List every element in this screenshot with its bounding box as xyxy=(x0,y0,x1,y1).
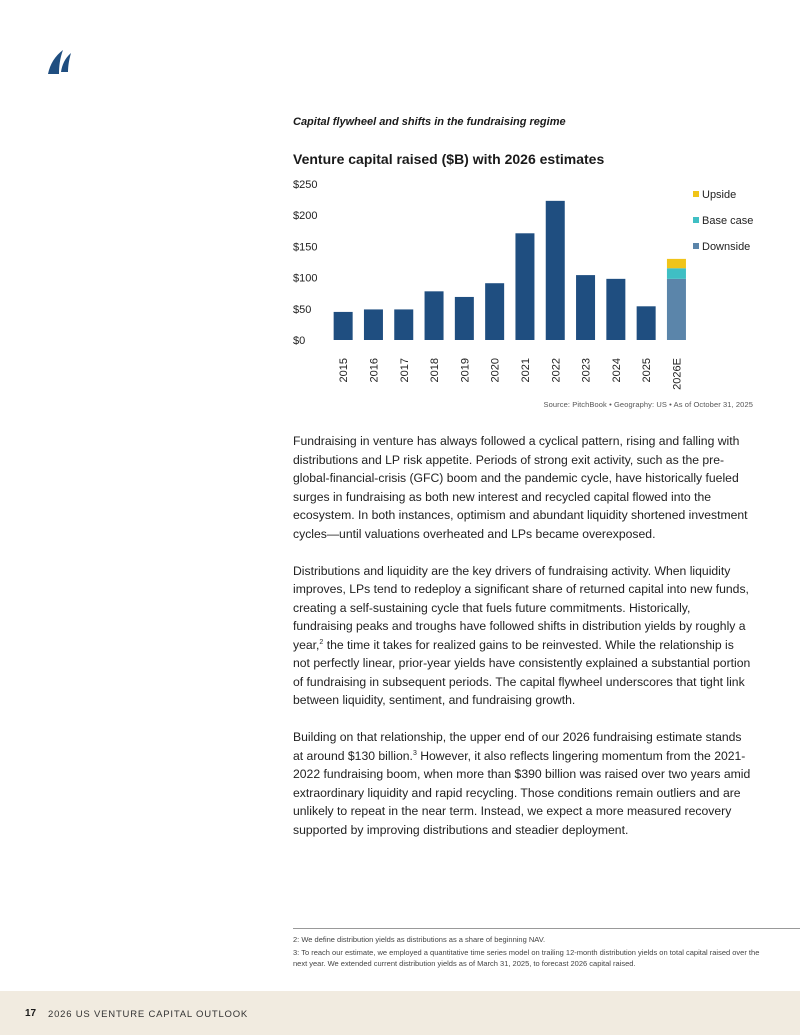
bar xyxy=(364,309,383,340)
footnote-ref-2: 2 xyxy=(319,638,324,646)
legend-swatch xyxy=(693,243,699,249)
y-tick-label: $50 xyxy=(293,303,312,316)
legend-label: Upside xyxy=(702,189,737,201)
page-number: 17 xyxy=(25,1008,37,1019)
y-tick-label: $100 xyxy=(293,272,318,285)
y-tick-label: $200 xyxy=(293,210,318,223)
footnote-3: 3: To reach our estimate, we employed a quantitative time series model on trailing 12-month distribution yields on total capital raised over the next year. We extended current distribution yields as of March 31, 2025, to forecast 2026 capital raised. xyxy=(293,947,760,968)
bar xyxy=(546,201,565,340)
paragraph-2: Distributions and liquidity are the key drivers of fundraising activity. When liquidity improves, LPs tend to redeploy a significant share of returned capital into new funds, creating a self-sustaining cycle that fuels future commitments. Historically, fundraising peaks and troughs have followed shifts in distribution yields by roughly a year,$^2$ the time it takes for realized gains to be reinvested. While the relationship is not perfectly linear, prior-year yields have consistently explained a substantial portion of fundraising in subsequent periods. The capital flywheel underscores that tight link between liquidity, sentiment, and fundraising growth. xyxy=(293,563,751,707)
bar-estimate-downside xyxy=(667,279,686,340)
footnote-ref-3: 3 xyxy=(412,749,417,757)
chart-title: Venture capital raised ($B) with 2026 estimates xyxy=(293,151,605,167)
y-tick-label: $150 xyxy=(293,241,318,254)
footer-title: 2026 US VENTURE CAPITAL OUTLOOK xyxy=(48,1009,249,1020)
bar-estimate-base-case xyxy=(667,268,686,279)
bar xyxy=(606,279,625,340)
x-tick-label: 2021 xyxy=(519,358,532,383)
legend-label: Downside xyxy=(702,241,751,253)
sail-logo-icon xyxy=(46,48,72,76)
x-tick-label: 2024 xyxy=(610,358,623,383)
chart-source: Source: PitchBook • Geography: US • As of October 31, 2025 xyxy=(543,400,753,409)
legend-label: Base case xyxy=(702,215,754,227)
legend-swatch xyxy=(693,191,699,197)
bar xyxy=(455,297,474,340)
section-title: Capital flywheel and shifts in the fundraising regime xyxy=(293,116,566,128)
bar xyxy=(515,233,534,340)
x-tick-label: 2026E xyxy=(671,358,684,390)
paragraph-1: Fundraising in venture has always followed a cyclical pattern, rising and falling with distributions and LP risk appetite. Periods of strong exit activity, such as the pre-global-financial-crisis (GFC) boom and the pandemic cycle, have historically fueled surges in fundraising as both new interest and recycled capital flowed into the ecosystem. In both instances, optimism and abundant liquidity shortened investment cycles—until valuations overheated and LPs became overexposed. xyxy=(293,434,748,541)
body-text xyxy=(293,432,753,858)
paragraph-3: Building on that relationship, the upper end of our 2026 fundraising estimate stands at around $130 billion.$^3$ However, it also reflects lingering momentum from the 2021-2022 fundraising boom, when more than $390 billion was raised over two years amid extraordinary liquidity and rapid recycling. Those conditions remain outliers and are unlikely to repeat in the near term. Instead, we expect a more measured recovery supported by improving distributions and steadier deployment. xyxy=(293,730,751,837)
x-tick-label: 2020 xyxy=(489,358,502,383)
x-tick-label: 2022 xyxy=(550,358,563,383)
bar xyxy=(425,291,444,340)
footnote-2: 2: We define distribution yields as distributions as a share of beginning NAV. xyxy=(293,935,546,944)
x-tick-label: 2015 xyxy=(338,358,351,383)
bar xyxy=(485,283,504,340)
x-tick-label: 2018 xyxy=(429,358,442,383)
x-tick-label: 2016 xyxy=(368,358,381,383)
footnotes xyxy=(293,934,763,971)
bar-estimate-upside xyxy=(667,259,686,268)
y-tick-label: $250 xyxy=(293,179,318,191)
bar xyxy=(637,306,656,340)
legend-swatch xyxy=(693,217,699,223)
x-tick-label: 2025 xyxy=(641,358,654,383)
venture-capital-bar-chart xyxy=(280,170,760,400)
bar xyxy=(576,275,595,340)
x-tick-label: 2023 xyxy=(580,358,593,383)
bar xyxy=(394,309,413,340)
footnote-divider xyxy=(293,928,800,929)
bar xyxy=(334,312,353,340)
y-tick-label: $0 xyxy=(293,335,306,347)
x-tick-label: 2019 xyxy=(459,358,472,383)
x-tick-label: 2017 xyxy=(398,358,411,383)
